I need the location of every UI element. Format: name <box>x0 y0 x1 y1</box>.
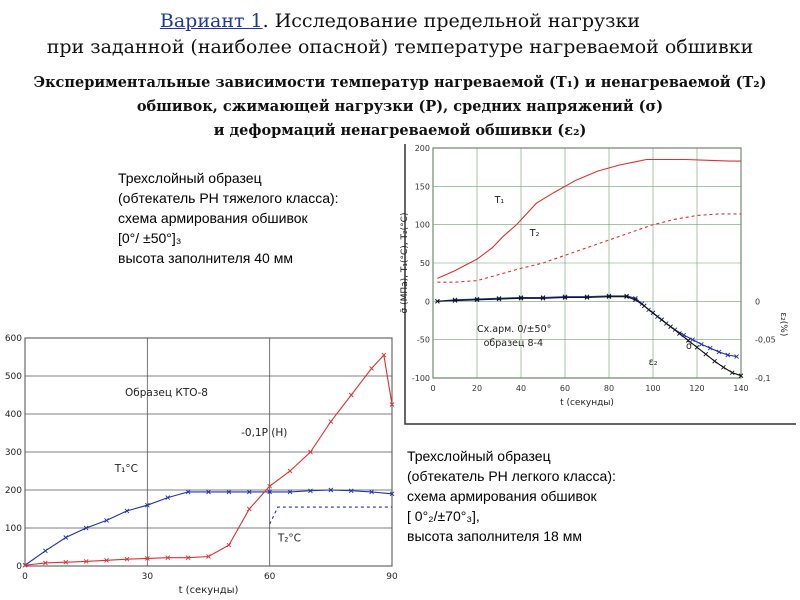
description-line: [0°/ ±50°]₃ <box>118 230 182 246</box>
y-tick-label: 100 <box>414 220 430 230</box>
x-axis-label: t (секунды) <box>560 398 614 408</box>
data-point <box>669 325 673 329</box>
x-tick-label: 40 <box>515 384 527 393</box>
annotation-label: T₂ <box>529 228 540 240</box>
data-point <box>660 318 664 322</box>
y-tick-label: -50 <box>416 335 430 345</box>
subtitle-line3: и деформаций ненагреваемой обшивки (ε₂) <box>213 122 587 139</box>
x-tick-label: 0 <box>22 572 28 582</box>
data-point <box>329 420 333 424</box>
x-tick-label: 30 <box>141 572 154 582</box>
x-tick-label: 0 <box>430 384 436 393</box>
y-tick-label: 0 <box>16 562 22 572</box>
description-line: высота заполнителя 40 мм <box>118 250 293 266</box>
x-tick-label: 80 <box>603 384 615 393</box>
x-tick-label: 120 <box>689 384 705 393</box>
series-line-ε₂ <box>437 297 741 376</box>
y2-axis-label: ε₂(%) <box>778 312 788 337</box>
data-point <box>713 359 717 363</box>
x-tick-label: 20 <box>471 384 483 393</box>
description-line: (обтекатель РН легкого класса): <box>407 468 616 484</box>
series-line-T2 <box>270 507 392 524</box>
y-tick-label: 600 <box>4 334 22 344</box>
chart-kto8 <box>0 326 400 598</box>
y-tick-label: 50 <box>419 259 430 268</box>
x-tick-label: 100 <box>645 384 661 393</box>
data-point <box>699 342 703 346</box>
annotation-label: T₁ <box>494 195 505 207</box>
series-line--0,1P (H) <box>25 355 392 565</box>
description-light <box>407 446 616 546</box>
annotation-label: ε₂ <box>648 356 658 368</box>
data-point <box>288 469 292 473</box>
y-tick-label: 200 <box>4 486 22 496</box>
y2-tick-label: -0,05 <box>755 335 776 345</box>
y-tick-label: 300 <box>4 448 22 458</box>
annotation-label: Сх.арм. 0/±50° <box>477 324 552 335</box>
y-tick-label: 200 <box>414 144 430 153</box>
title-text: . Исследование предельной нагрузки <box>262 10 641 32</box>
chart-tlf-strain <box>400 142 798 427</box>
series-line-T2 <box>437 214 741 282</box>
page-title-line1 <box>0 10 800 32</box>
data-point <box>247 507 251 511</box>
y-tick-label: -100 <box>411 374 430 383</box>
subtitle-line2: обшивок, сжимающей нагрузки (P), средних напряжений (σ) <box>136 98 664 115</box>
x-tick-label: 90 <box>386 572 398 582</box>
data-point <box>642 304 646 308</box>
chart-frame <box>405 144 796 424</box>
y2-tick-label: -0,1 <box>755 374 771 383</box>
annotation-label: T₁°C <box>114 462 138 475</box>
y-tick-label: 0 <box>424 297 430 307</box>
description-line: Трехслойный образец <box>118 170 262 186</box>
data-point <box>704 352 708 356</box>
x-axis-label: t (секунды) <box>178 585 239 596</box>
data-point <box>43 549 47 553</box>
chart-title: Образец КТО-8 <box>125 387 208 399</box>
y-axis-label: σ̄ (МПа), T₁(°C), T₂(°C) <box>400 212 410 314</box>
x-tick-label: 140 <box>733 384 749 393</box>
annotation-label: -0,1P (H) <box>241 427 288 440</box>
data-point <box>370 366 374 370</box>
y2-tick-label: 0 <box>755 297 761 307</box>
data-point <box>349 393 353 397</box>
page-title-line2: при заданной (наиболее опасной) температуре нагреваемой обшивки <box>46 36 754 58</box>
data-point <box>721 365 725 369</box>
description-line: Трехслойный образец <box>407 448 551 464</box>
description-heavy <box>118 168 339 268</box>
y-tick-label: 400 <box>4 410 22 420</box>
data-point <box>708 346 712 350</box>
y-tick-label: 150 <box>414 182 430 192</box>
x-tick-label: 60 <box>263 572 276 582</box>
annotation-label: образец 8-4 <box>483 337 544 349</box>
variant-label[interactable]: Вариант 1 <box>159 10 263 32</box>
description-line: высота заполнителя 18 мм <box>407 528 582 544</box>
description-line: схема армирования обшивок <box>118 210 308 226</box>
subtitle-line1: Экспериментальные зависимости температур нагреваемой (T₁) и ненагреваемой (T₂) <box>33 74 767 91</box>
series-line-T1 <box>437 160 741 279</box>
annotation-label: T₂°C <box>277 532 302 545</box>
data-point <box>64 536 68 540</box>
annotation-label: σ̄ <box>686 340 693 352</box>
data-point <box>227 543 231 547</box>
y-tick-label: 500 <box>4 372 22 382</box>
description-line: [ 0°₂/±70°₃], <box>407 508 480 524</box>
description-line: (обтекатель РН тяжелого класса): <box>118 190 339 206</box>
y-tick-label: 100 <box>4 524 22 534</box>
description-line: схема армирования обшивок <box>407 488 597 504</box>
x-tick-label: 60 <box>559 384 571 393</box>
